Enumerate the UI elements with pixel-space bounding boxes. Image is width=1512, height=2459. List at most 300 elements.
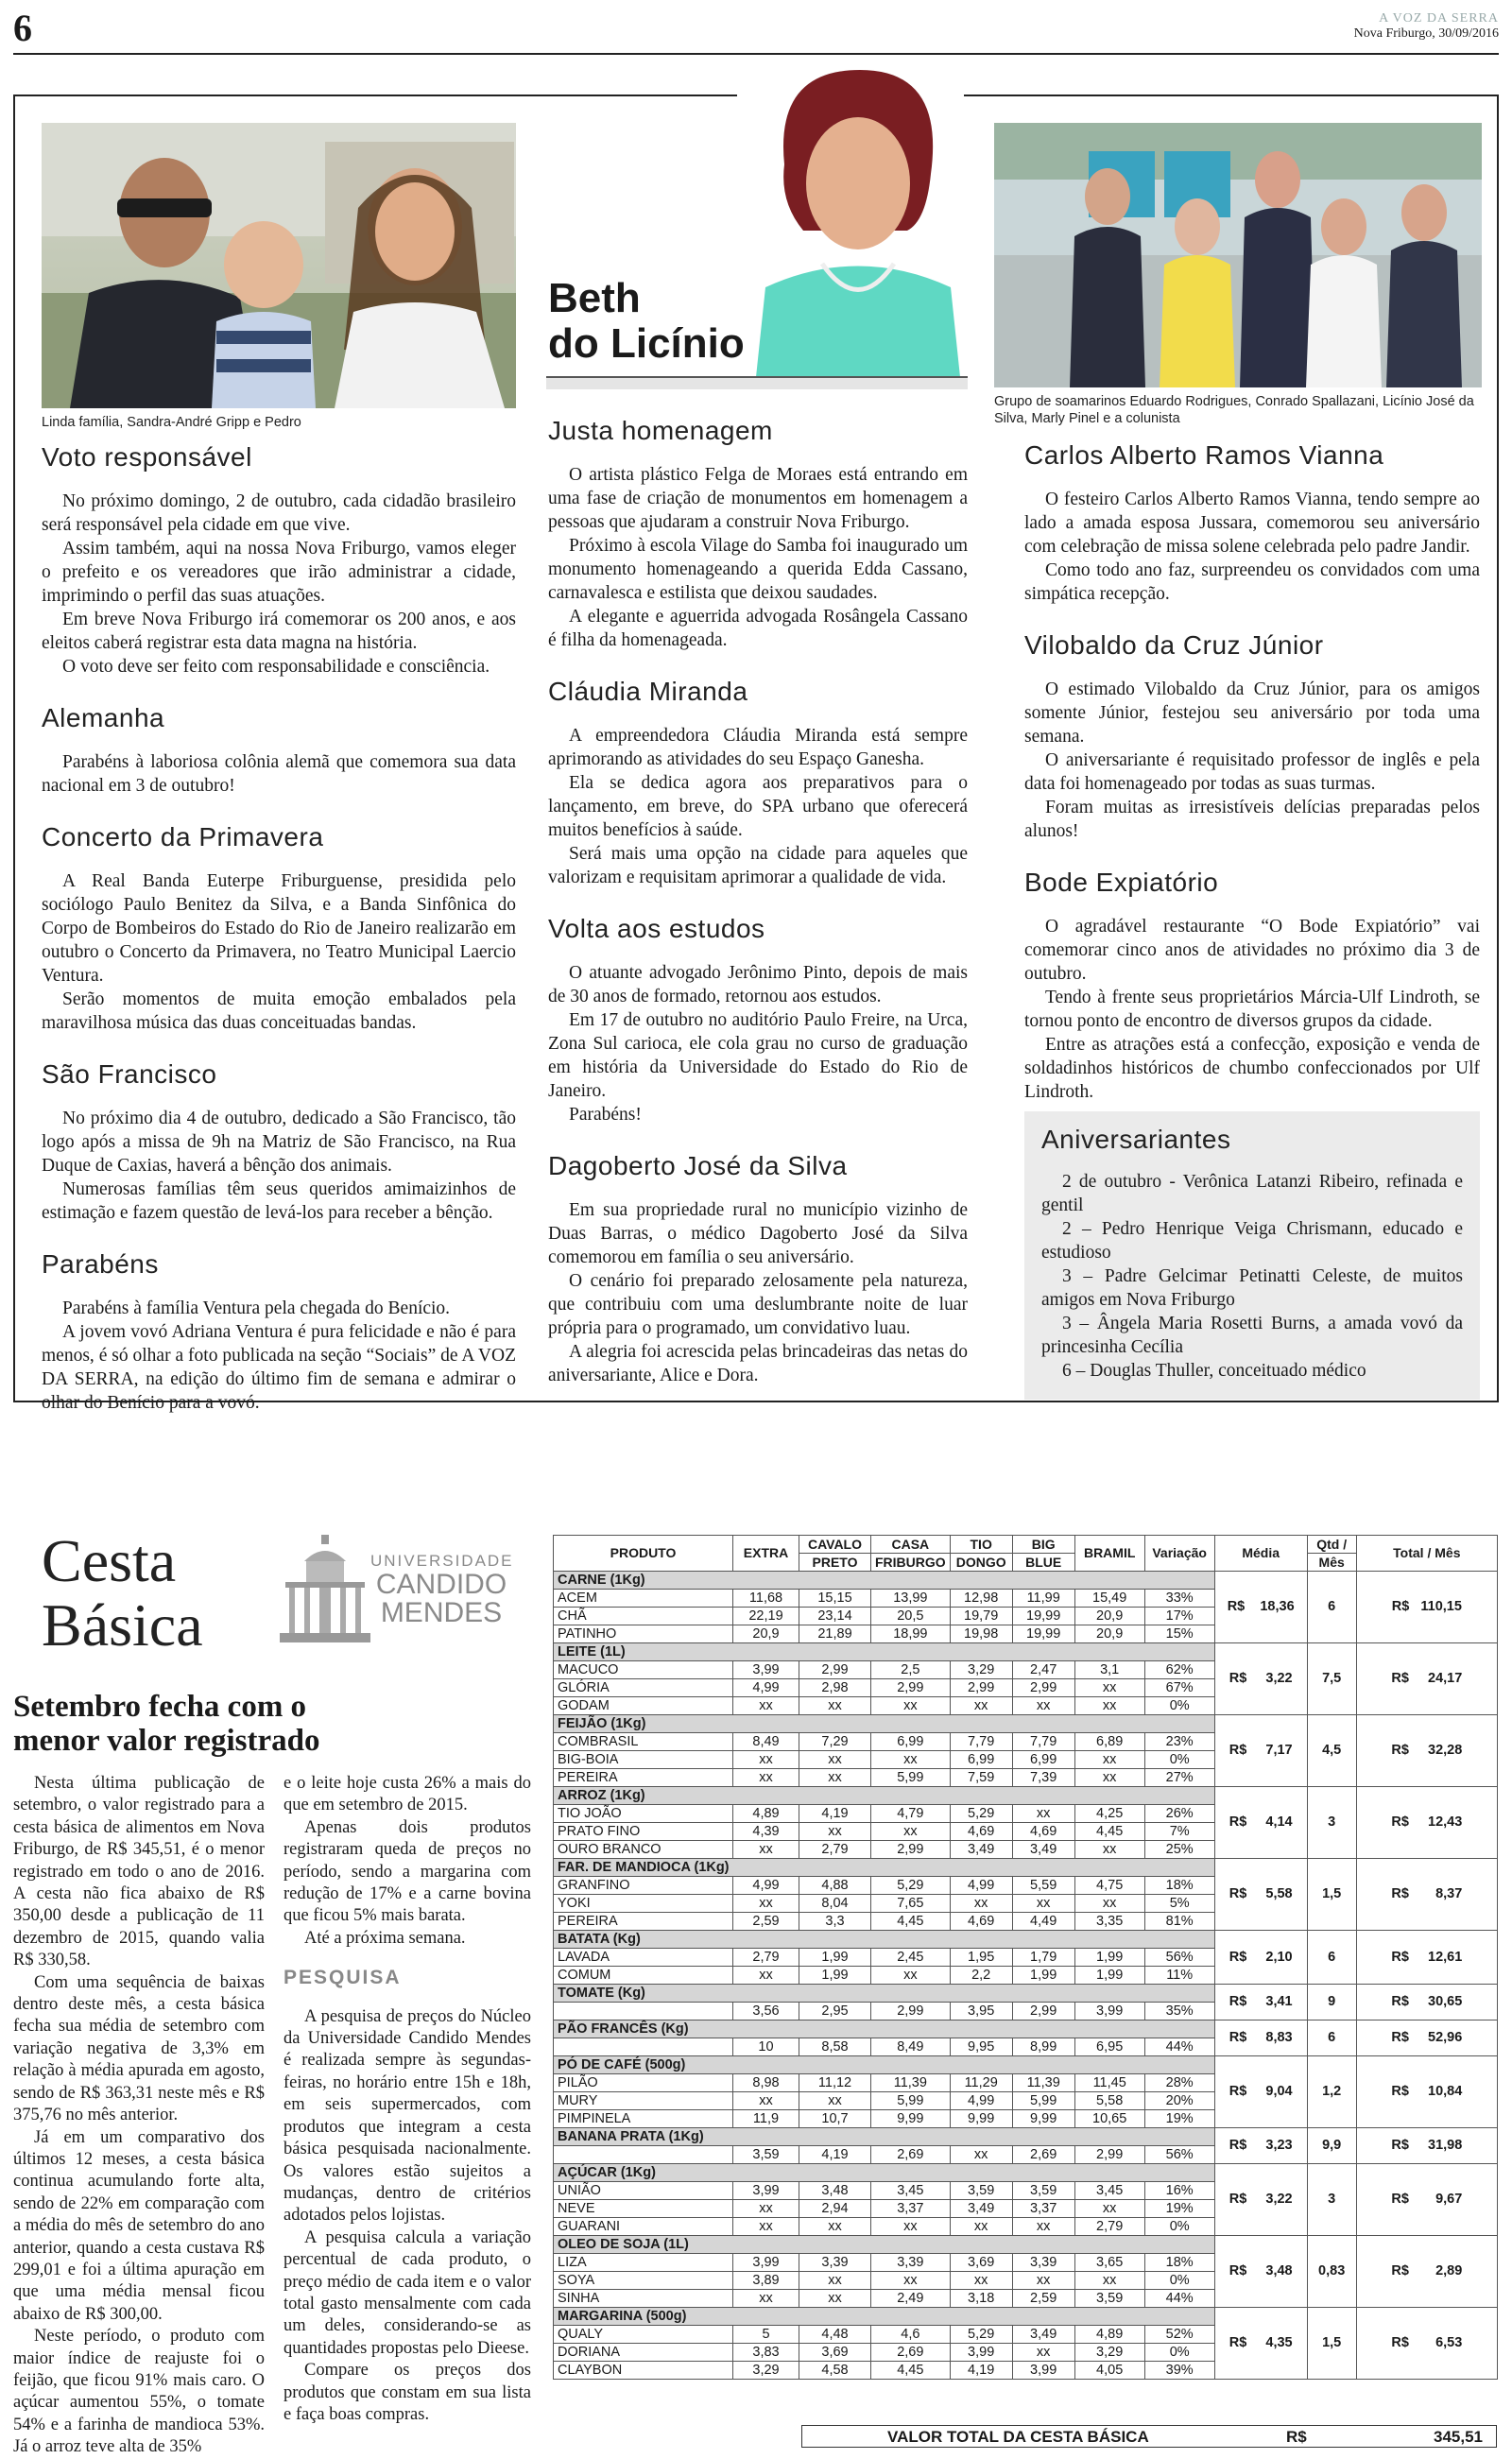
- price-cell: 3,29: [1074, 2344, 1144, 2362]
- price-cell: xx: [1074, 1769, 1144, 1787]
- paragraph: Neste período, o produto com maior índice de reajuste foi o feijão, que ficou 91% mais caro. O açúcar aumentou 55%, o tomate 54% e a farinha de mandioca 53%. Já o arroz teve alta de 35%: [13, 2327, 265, 2457]
- price-cell: 2,99: [1012, 2003, 1074, 2021]
- section-title-volta-estudos: Volta aos estudos: [548, 914, 765, 943]
- price-cell: 2,2: [950, 1967, 1012, 1985]
- price-cell: 13,99: [871, 1590, 951, 1608]
- group-total: R$ 12,61: [1356, 1931, 1497, 1985]
- header-media: Média: [1214, 1536, 1307, 1572]
- price-cell: xx: [733, 1751, 799, 1769]
- price-cell: xx: [950, 2146, 1012, 2164]
- price-cell: 11,9: [733, 2110, 799, 2128]
- price-cell: 3,99: [733, 1661, 799, 1679]
- price-cell: 8,04: [799, 1895, 871, 1913]
- category-row: [554, 1931, 1498, 1949]
- family-photo: [42, 123, 516, 408]
- variation-cell: 26%: [1144, 1805, 1214, 1823]
- price-table-body: [554, 1572, 1498, 2380]
- price-cell: 2,95: [799, 2003, 871, 2021]
- birthday-item: 3 – Padre Gelcimar Petinatti Celeste, de muitos amigos em Nova Friburgo: [1041, 1266, 1463, 1310]
- group-total: R$ 9,67: [1356, 2164, 1497, 2236]
- product-name: NEVE: [554, 2200, 733, 2218]
- price-cell: 5,29: [950, 2326, 1012, 2344]
- price-cell: 9,95: [950, 2038, 1012, 2056]
- price-cell: 2,99: [871, 1841, 951, 1859]
- price-cell: 23,14: [799, 1608, 871, 1625]
- price-cell: 20,9: [1074, 1608, 1144, 1625]
- price-cell: 21,89: [799, 1625, 871, 1643]
- price-cell: 11,39: [1012, 2074, 1074, 2092]
- price-cell: xx: [1074, 1841, 1144, 1859]
- variation-cell: 23%: [1144, 1733, 1214, 1751]
- category-row: [554, 2128, 1498, 2146]
- product-name: DORIANA: [554, 2344, 733, 2362]
- price-cell: 2,5: [871, 1661, 951, 1679]
- header-big-sub: BLUE: [1012, 1554, 1074, 1572]
- section-title-vilobaldo: Vilobaldo da Cruz Júnior: [1024, 630, 1324, 660]
- variation-cell: 15%: [1144, 1625, 1214, 1643]
- group-total: R$ 24,17: [1356, 1643, 1497, 1715]
- price-cell: 6,99: [1012, 1751, 1074, 1769]
- variation-cell: 20%: [1144, 2092, 1214, 2110]
- section-title-bode: Bode Expiatório: [1024, 868, 1219, 897]
- price-cell: xx: [799, 2290, 871, 2308]
- variation-cell: 27%: [1144, 1769, 1214, 1787]
- price-cell: 5,29: [871, 1877, 951, 1895]
- variation-cell: 33%: [1144, 1590, 1214, 1608]
- paragraph: O agradável restaurante “O Bode Expiatório” vai comemorar cinco anos de atividades no próximo dia 3 de outubro.: [1024, 917, 1480, 984]
- logo-text-line3: MENDES: [380, 1597, 503, 1628]
- birthday-item: 3 – Ângela Maria Rosetti Burns, a amada vovó da princesinha Cecília: [1041, 1314, 1463, 1357]
- price-cell: 2,49: [871, 2290, 951, 2308]
- group-photo: [994, 123, 1482, 387]
- group-media: R$ 3,23: [1214, 2128, 1307, 2164]
- price-cell: 3,89: [733, 2272, 799, 2290]
- left-column: [42, 442, 516, 1415]
- paragraph: A pesquisa calcula a variação percentual de cada produto, o preço médio de cada item e o valor total gasto mensalmente com cada um deles, considerando-se as quantidades propostas pelo Dieese.: [284, 2227, 531, 2358]
- price-cell: 2,47: [1012, 1661, 1074, 1679]
- paragraph: Apenas dois produtos registraram queda de preços no período, sendo a margarina com redução de 17% e a carne bovina que ficou 5% mais barata.: [284, 1817, 531, 1926]
- price-cell: 4,88: [799, 1877, 871, 1895]
- category-name: ARROZ (1Kg): [554, 1787, 1215, 1805]
- category-row: [554, 2308, 1498, 2326]
- category-name: MARGARINA (500g): [554, 2308, 1215, 2326]
- category-name: LEITE (1L): [554, 1643, 1215, 1661]
- header-variacao: Variação: [1144, 1536, 1214, 1572]
- price-cell: xx: [733, 2290, 799, 2308]
- paragraph: Será mais uma opção na cidade para aqueles que valorizam e requisitam aprimorar a qualidade de vida.: [548, 844, 968, 887]
- paragraph: Como todo ano faz, surpreendeu os convidados com uma simpática recepção.: [1024, 560, 1480, 604]
- variation-cell: 28%: [1144, 2074, 1214, 2092]
- price-cell: 3,29: [950, 1661, 1012, 1679]
- price-cell: 2,45: [871, 1949, 951, 1967]
- paragraph: Parabéns à laboriosa colônia alemã que comemora sua data nacional em 3 de outubro!: [42, 752, 516, 796]
- price-cell: 3,37: [871, 2200, 951, 2218]
- price-cell: xx: [733, 2092, 799, 2110]
- product-name: ACEM: [554, 1590, 733, 1608]
- paragraph: Já em um comparativo dos últimos 12 meses, a cesta básica continua acumulando forte alta, sendo de 22% em comparação com a média do mês de setembro do ano anterior, quando a cesta custava R$ 299,01 e foi a última apuração em que uma média mensal ficou abaixo de R$ 300,00.: [13, 2127, 265, 2324]
- product-name: QUALY: [554, 2326, 733, 2344]
- paragraph: No próximo dia 4 de outubro, dedicado a São Francisco, tão logo após a missa de 9h na Matriz de São Francisco, na Rua Duque de Caxias, haverá a bênção dos animais.: [42, 1109, 516, 1176]
- price-cell: 4,6: [871, 2326, 951, 2344]
- price-cell: 11,45: [1074, 2074, 1144, 2092]
- total-bar: [801, 2425, 1497, 2448]
- group-total: R$ 2,89: [1356, 2236, 1497, 2308]
- price-cell: 3,49: [1012, 2326, 1074, 2344]
- price-cell: 6,89: [1074, 1733, 1144, 1751]
- group-total: R$ 10,84: [1356, 2056, 1497, 2128]
- price-cell: xx: [871, 2218, 951, 2236]
- product-name: PIMPINELA: [554, 2110, 733, 2128]
- birthday-item: 2 de outubro - Verônica Latanzi Ribeiro, refinada e gentil: [1041, 1172, 1463, 1215]
- price-cell: xx: [1074, 1895, 1144, 1913]
- price-cell: 4,69: [1012, 1823, 1074, 1841]
- dateline: Nova Friburgo, 30/09/2016: [1353, 26, 1499, 41]
- logo-text-line2: CANDIDO: [375, 1569, 507, 1600]
- price-cell: 10,7: [799, 2110, 871, 2128]
- price-cell: 2,79: [799, 1841, 871, 1859]
- candido-mendes-logo: [276, 1533, 512, 1656]
- group-qtd: 6: [1307, 2021, 1356, 2056]
- category-row: [554, 2021, 1498, 2038]
- header-tio-sub: DONGO: [950, 1554, 1012, 1572]
- paragraph: Compare os preços dos produtos que constam em sua lista e faça boas compras.: [284, 2361, 531, 2424]
- paragraph: A pesquisa de preços do Núcleo da Universidade Candido Mendes é realizada sempre às segundas-feiras, no horário entre 15h e 18h, em seis supermercados, com produtos que integram a cesta básica pesquisada nacionalmente. Os valores estão sujeitos a mudanças, dentro de critérios adotados pelos lojistas.: [284, 2006, 531, 2226]
- columnist-rule: [546, 376, 968, 389]
- group-qtd: 6: [1307, 1572, 1356, 1643]
- paragraph: Próximo à escola Vilage do Samba foi inaugurado um monumento homenageando a querida Edda Cassano, carnavalesca e estilista que deixou saudades.: [548, 536, 968, 603]
- header-total: Total / Mês: [1356, 1536, 1497, 1572]
- columnist-name-line1: Beth: [548, 275, 641, 321]
- group-qtd: 1,5: [1307, 1859, 1356, 1931]
- price-cell: 1,99: [1012, 1967, 1074, 1985]
- paragraph: Ela se dedica agora aos preparativos para o lançamento, em breve, do SPA urbano que oferecerá muitos benefícios à saúde.: [548, 773, 968, 840]
- price-cell: xx: [733, 2200, 799, 2218]
- product-name: MURY: [554, 2092, 733, 2110]
- price-cell: 4,79: [871, 1805, 951, 1823]
- price-cell: xx: [950, 2218, 1012, 2236]
- section-title-justa-homenagem: Justa homenagem: [548, 416, 773, 445]
- group-media: R$ 18,36: [1214, 1572, 1307, 1643]
- paragraph: Em breve Nova Friburgo irá comemorar os 200 anos, e aos eleitos caberá registrar esta data magna na história.: [42, 610, 516, 653]
- product-name: SOYA: [554, 2272, 733, 2290]
- birthday-item: 6 – Douglas Thuller, conceituado médico: [1062, 1361, 1366, 1381]
- price-cell: xx: [1074, 1697, 1144, 1715]
- group-qtd: 4,5: [1307, 1715, 1356, 1787]
- price-cell: xx: [733, 1697, 799, 1715]
- pesquisa-label: PESQUISA: [284, 1967, 402, 1989]
- price-cell: 7,65: [871, 1895, 951, 1913]
- birthdays-title: Aniversariantes: [1041, 1125, 1231, 1154]
- group-qtd: 9,9: [1307, 2128, 1356, 2164]
- product-name: YOKI: [554, 1895, 733, 1913]
- category-row: [554, 1859, 1498, 1877]
- price-cell: 5,58: [1074, 2092, 1144, 2110]
- price-cell: 3,39: [871, 2254, 951, 2272]
- price-cell: 2,59: [1012, 2290, 1074, 2308]
- price-cell: 7,39: [1012, 1769, 1074, 1787]
- group-qtd: 1,2: [1307, 2056, 1356, 2128]
- group-media: R$ 5,58: [1214, 1859, 1307, 1931]
- group-qtd: 9: [1307, 1985, 1356, 2021]
- variation-cell: 39%: [1144, 2362, 1214, 2380]
- price-cell: 2,99: [799, 1661, 871, 1679]
- price-cell: 4,19: [799, 2146, 871, 2164]
- variation-cell: 0%: [1144, 2218, 1214, 2236]
- category-row: [554, 1643, 1498, 1661]
- family-photo-caption: Linda família, Sandra-André Gripp e Pedro: [42, 415, 301, 430]
- price-cell: xx: [1074, 2200, 1144, 2218]
- price-cell: 3,69: [799, 2344, 871, 2362]
- category-name: BATATA (Kg): [554, 1931, 1215, 1949]
- price-cell: xx: [871, 1823, 951, 1841]
- price-cell: 5,99: [871, 1769, 951, 1787]
- product-name: CHÃ: [554, 1608, 733, 1625]
- product-name: PEREIRA: [554, 1769, 733, 1787]
- cesta-headline: Setembro fecha com o menor valor registrado: [13, 1690, 320, 1758]
- group-media: R$ 4,35: [1214, 2308, 1307, 2380]
- price-cell: xx: [733, 1895, 799, 1913]
- paragraph: O festeiro Carlos Alberto Ramos Vianna, tendo sempre ao lado a amada esposa Jussara, comemorou seu aniversário com celebração de missa solene celebrada pelo padre Jandir.: [1024, 490, 1480, 557]
- group-media: R$ 3,22: [1214, 1643, 1307, 1715]
- price-cell: 8,58: [799, 2038, 871, 2056]
- price-cell: xx: [1012, 1805, 1074, 1823]
- product-name: COMUM: [554, 1967, 733, 1985]
- price-cell: 3,45: [1074, 2182, 1144, 2200]
- price-cell: 3,95: [950, 2003, 1012, 2021]
- price-cell: 19,79: [950, 1608, 1012, 1625]
- price-cell: 6,99: [871, 1733, 951, 1751]
- variation-cell: 0%: [1144, 1751, 1214, 1769]
- price-cell: 4,19: [799, 1805, 871, 1823]
- product-name: LAVADA: [554, 1949, 733, 1967]
- paragraph: Em sua propriedade rural no município vizinho de Duas Barras, o médico Dagoberto José da Silva comemorou em família o seu aniversário.: [548, 1200, 968, 1267]
- product-name: PEREIRA: [554, 1913, 733, 1931]
- header-big: BIG: [1012, 1536, 1074, 1554]
- price-cell: 3,48: [799, 2182, 871, 2200]
- category-row: [554, 1985, 1498, 2003]
- total-label: VALOR TOTAL DA CESTA BÁSICA: [887, 2428, 1149, 2446]
- price-cell: xx: [799, 1823, 871, 1841]
- paragraph: Assim também, aqui na nossa Nova Friburgo, vamos eleger o prefeito e os vereadores que irão administrar a cidade, imprimindo o perfil das suas atuações.: [42, 539, 516, 606]
- price-cell: 4,99: [950, 1877, 1012, 1895]
- product-name: [554, 2038, 733, 2056]
- variation-cell: 35%: [1144, 2003, 1214, 2021]
- price-cell: 1,99: [1074, 1967, 1144, 1985]
- middle-column: [548, 416, 968, 1387]
- product-name: PILÃO: [554, 2074, 733, 2092]
- group-total: R$ 110,15: [1356, 1572, 1497, 1643]
- cesta-title: [42, 1529, 249, 1658]
- group-media: R$ 3,41: [1214, 1985, 1307, 2021]
- paragraph: Numerosas famílias têm seus queridos amimaizinhos de estimação e fazem questão de levá-los para receber a bênção.: [42, 1179, 516, 1223]
- price-cell: 4,58: [799, 2362, 871, 2380]
- price-cell: 3,83: [733, 2344, 799, 2362]
- paragraph: A Real Banda Euterpe Friburguense, presidida pelo sociólogo Paulo Benitez da Silva, e a Banda Sinfônica do Corpo de Bombeiros do Estado do Rio de Janeiro realizarão em outubro o Concerto da Primavera, no Teatro Municipal Laercio Ventura.: [42, 871, 516, 986]
- university-building-icon: [276, 1533, 374, 1644]
- price-table: [553, 1535, 1498, 2380]
- header-cavalo-sub: PRETO: [799, 1554, 871, 1572]
- price-cell: 5,99: [871, 2092, 951, 2110]
- product-name: CLAYBON: [554, 2362, 733, 2380]
- price-cell: 3,59: [733, 2146, 799, 2164]
- price-cell: 8,98: [733, 2074, 799, 2092]
- header-extra: EXTRA: [733, 1536, 799, 1572]
- variation-cell: 17%: [1144, 1608, 1214, 1625]
- price-cell: xx: [871, 1751, 951, 1769]
- price-cell: xx: [799, 2272, 871, 2290]
- price-cell: xx: [950, 1895, 1012, 1913]
- price-cell: 12,98: [950, 1590, 1012, 1608]
- price-cell: xx: [1012, 2344, 1074, 2362]
- price-cell: xx: [799, 1697, 871, 1715]
- paragraph: Parabéns!: [569, 1105, 642, 1125]
- category-name: TOMATE (Kg): [554, 1985, 1215, 2003]
- price-cell: 2,94: [799, 2200, 871, 2218]
- price-cell: 19,99: [1012, 1625, 1074, 1643]
- header-qtd: Qtd /: [1307, 1536, 1356, 1554]
- price-cell: 7,79: [950, 1733, 1012, 1751]
- paragraph: Foram muitas as irresistíveis delícias preparadas pelos alunos!: [1024, 798, 1480, 841]
- product-name: SINHA: [554, 2290, 733, 2308]
- group-total: R$ 30,65: [1356, 1985, 1497, 2021]
- paragraph: Nesta última publicação de setembro, o valor registrado para a cesta básica de alimentos em Nova Friburgo, de R$ 345,51, é o menor registrado em todo o ano de 2016. A cesta não fica abaixo de R$ 350,00 desde a publicação de 11 dezembro de 2015, quando valia R$ 330,58.: [13, 1774, 265, 1970]
- price-cell: 11,12: [799, 2074, 871, 2092]
- price-cell: 9,99: [950, 2110, 1012, 2128]
- group-qtd: 3: [1307, 1787, 1356, 1859]
- price-cell: 4,49: [1012, 1913, 1074, 1931]
- group-qtd: 7,5: [1307, 1643, 1356, 1715]
- columnist-name: [548, 276, 832, 367]
- group-media: R$ 4,14: [1214, 1787, 1307, 1859]
- header-casa-sub: FRIBURGO: [871, 1554, 951, 1572]
- group-media: R$ 3,48: [1214, 2236, 1307, 2308]
- price-cell: 4,69: [950, 1913, 1012, 1931]
- paragraph: O artista plástico Felga de Moraes está entrando em uma fase de criação de monumentos em homenagem a pessoas que ajudaram a construir Nova Friburgo.: [548, 465, 968, 532]
- masthead: [1354, 11, 1499, 42]
- paragraph: Entre as atrações está a confecção, exposição e venda de soldadinhos históricos de chumbo confeccionados por Ulf Lindroth.: [1024, 1035, 1480, 1102]
- birthdays-box: [1024, 1111, 1480, 1400]
- group-media: R$ 3,22: [1214, 2164, 1307, 2236]
- cesta-title-line1: Cesta: [42, 1527, 177, 1594]
- category-row: [554, 1715, 1498, 1733]
- variation-cell: 19%: [1144, 2200, 1214, 2218]
- price-cell: 3,49: [950, 2200, 1012, 2218]
- product-name: OURO BRANCO: [554, 1841, 733, 1859]
- price-cell: xx: [871, 1967, 951, 1985]
- price-cell: 7,79: [1012, 1733, 1074, 1751]
- category-name: FAR. DE MANDIOCA (1Kg): [554, 1859, 1215, 1877]
- price-cell: 19,99: [1012, 1608, 1074, 1625]
- variation-cell: 18%: [1144, 2254, 1214, 2272]
- price-cell: 4,48: [799, 2326, 871, 2344]
- cesta-column-2: [284, 1773, 531, 2426]
- price-cell: xx: [1074, 2272, 1144, 2290]
- price-cell: xx: [1074, 1751, 1144, 1769]
- variation-cell: 5%: [1144, 1895, 1214, 1913]
- category-name: CARNE (1Kg): [554, 1572, 1215, 1590]
- category-name: PÓ DE CAFÉ (500g): [554, 2056, 1215, 2074]
- price-cell: 4,75: [1074, 1877, 1144, 1895]
- paragraph: A alegria foi acrescida pelas brincadeiras das netas do aniversariante, Alice e Dora.: [548, 1342, 968, 1385]
- product-name: GODAM: [554, 1697, 733, 1715]
- price-cell: xx: [799, 2218, 871, 2236]
- group-qtd: 1,5: [1307, 2308, 1356, 2380]
- price-cell: 4,19: [950, 2362, 1012, 2380]
- price-cell: 3,65: [1074, 2254, 1144, 2272]
- paragraph: A empreendedora Cláudia Miranda está sempre aprimorando as atividades do seu Espaço Ganesha.: [548, 726, 968, 769]
- price-cell: 1,95: [950, 1949, 1012, 1967]
- product-name: MACUCO: [554, 1661, 733, 1679]
- product-name: PRATO FINO: [554, 1823, 733, 1841]
- price-cell: 2,69: [871, 2146, 951, 2164]
- product-name: COMBRASIL: [554, 1733, 733, 1751]
- category-row: [554, 2164, 1498, 2182]
- variation-cell: 19%: [1144, 2110, 1214, 2128]
- variation-cell: 11%: [1144, 1967, 1214, 1985]
- price-cell: xx: [1012, 2218, 1074, 2236]
- variation-cell: 18%: [1144, 1877, 1214, 1895]
- price-cell: 11,68: [733, 1590, 799, 1608]
- price-cell: 3,56: [733, 2003, 799, 2021]
- price-cell: 10: [733, 2038, 799, 2056]
- price-cell: 7,29: [799, 1733, 871, 1751]
- paragraph: Até a próxima semana.: [304, 1928, 466, 1948]
- group-total: R$ 8,37: [1356, 1859, 1497, 1931]
- price-cell: 2,99: [950, 1679, 1012, 1697]
- price-cell: 3,39: [1012, 2254, 1074, 2272]
- price-cell: 3,35: [1074, 1913, 1144, 1931]
- price-cell: 18,99: [871, 1625, 951, 1643]
- price-cell: 10,65: [1074, 2110, 1144, 2128]
- total-currency: R$: [1286, 2428, 1307, 2446]
- price-cell: 2,79: [733, 1949, 799, 1967]
- paragraph: Tendo à frente seus proprietários Márcia-Ulf Lindroth, se tornou ponto de encontro de diversos grupos da cidade.: [1024, 988, 1480, 1031]
- price-cell: 4,05: [1074, 2362, 1144, 2380]
- price-cell: xx: [1074, 1679, 1144, 1697]
- price-cell: 3,49: [1012, 1841, 1074, 1859]
- publication-name: A VOZ DA SERRA: [1379, 11, 1499, 26]
- price-cell: 4,89: [1074, 2326, 1144, 2344]
- price-cell: 19,98: [950, 1625, 1012, 1643]
- paragraph: A elegante e aguerrida advogada Rosângela Cassano é filha da homenageada.: [548, 607, 968, 650]
- variation-cell: 56%: [1144, 1949, 1214, 1967]
- price-cell: xx: [1012, 1895, 1074, 1913]
- price-cell: 1,99: [799, 1967, 871, 1985]
- price-cell: 9,99: [871, 2110, 951, 2128]
- price-cell: xx: [871, 1697, 951, 1715]
- price-cell: 9,99: [1012, 2110, 1074, 2128]
- price-cell: 5: [733, 2326, 799, 2344]
- paragraph: O aniversariante é requisitado professor de inglês e pela data foi homenageado por todas as suas turmas.: [1024, 750, 1480, 794]
- category-row: [554, 2236, 1498, 2254]
- price-cell: 7,59: [950, 1769, 1012, 1787]
- price-cell: 1,99: [1074, 1949, 1144, 1967]
- paragraph: Parabéns à família Ventura pela chegada do Benício.: [62, 1298, 451, 1318]
- price-cell: 2,59: [733, 1913, 799, 1931]
- group-media: R$ 8,83: [1214, 2021, 1307, 2056]
- price-cell: xx: [733, 1967, 799, 1985]
- price-cell: xx: [871, 2272, 951, 2290]
- birthday-item: 2 – Pedro Henrique Veiga Chrismann, educado e estudioso: [1041, 1219, 1463, 1263]
- product-name: UNIÃO: [554, 2182, 733, 2200]
- price-cell: 2,98: [799, 1679, 871, 1697]
- price-cell: 4,69: [950, 1823, 1012, 1841]
- category-name: BANANA PRATA (1Kg): [554, 2128, 1215, 2146]
- price-cell: 15,15: [799, 1590, 871, 1608]
- variation-cell: 52%: [1144, 2326, 1214, 2344]
- group-qtd: 0,83: [1307, 2236, 1356, 2308]
- price-cell: 3,59: [1074, 2290, 1144, 2308]
